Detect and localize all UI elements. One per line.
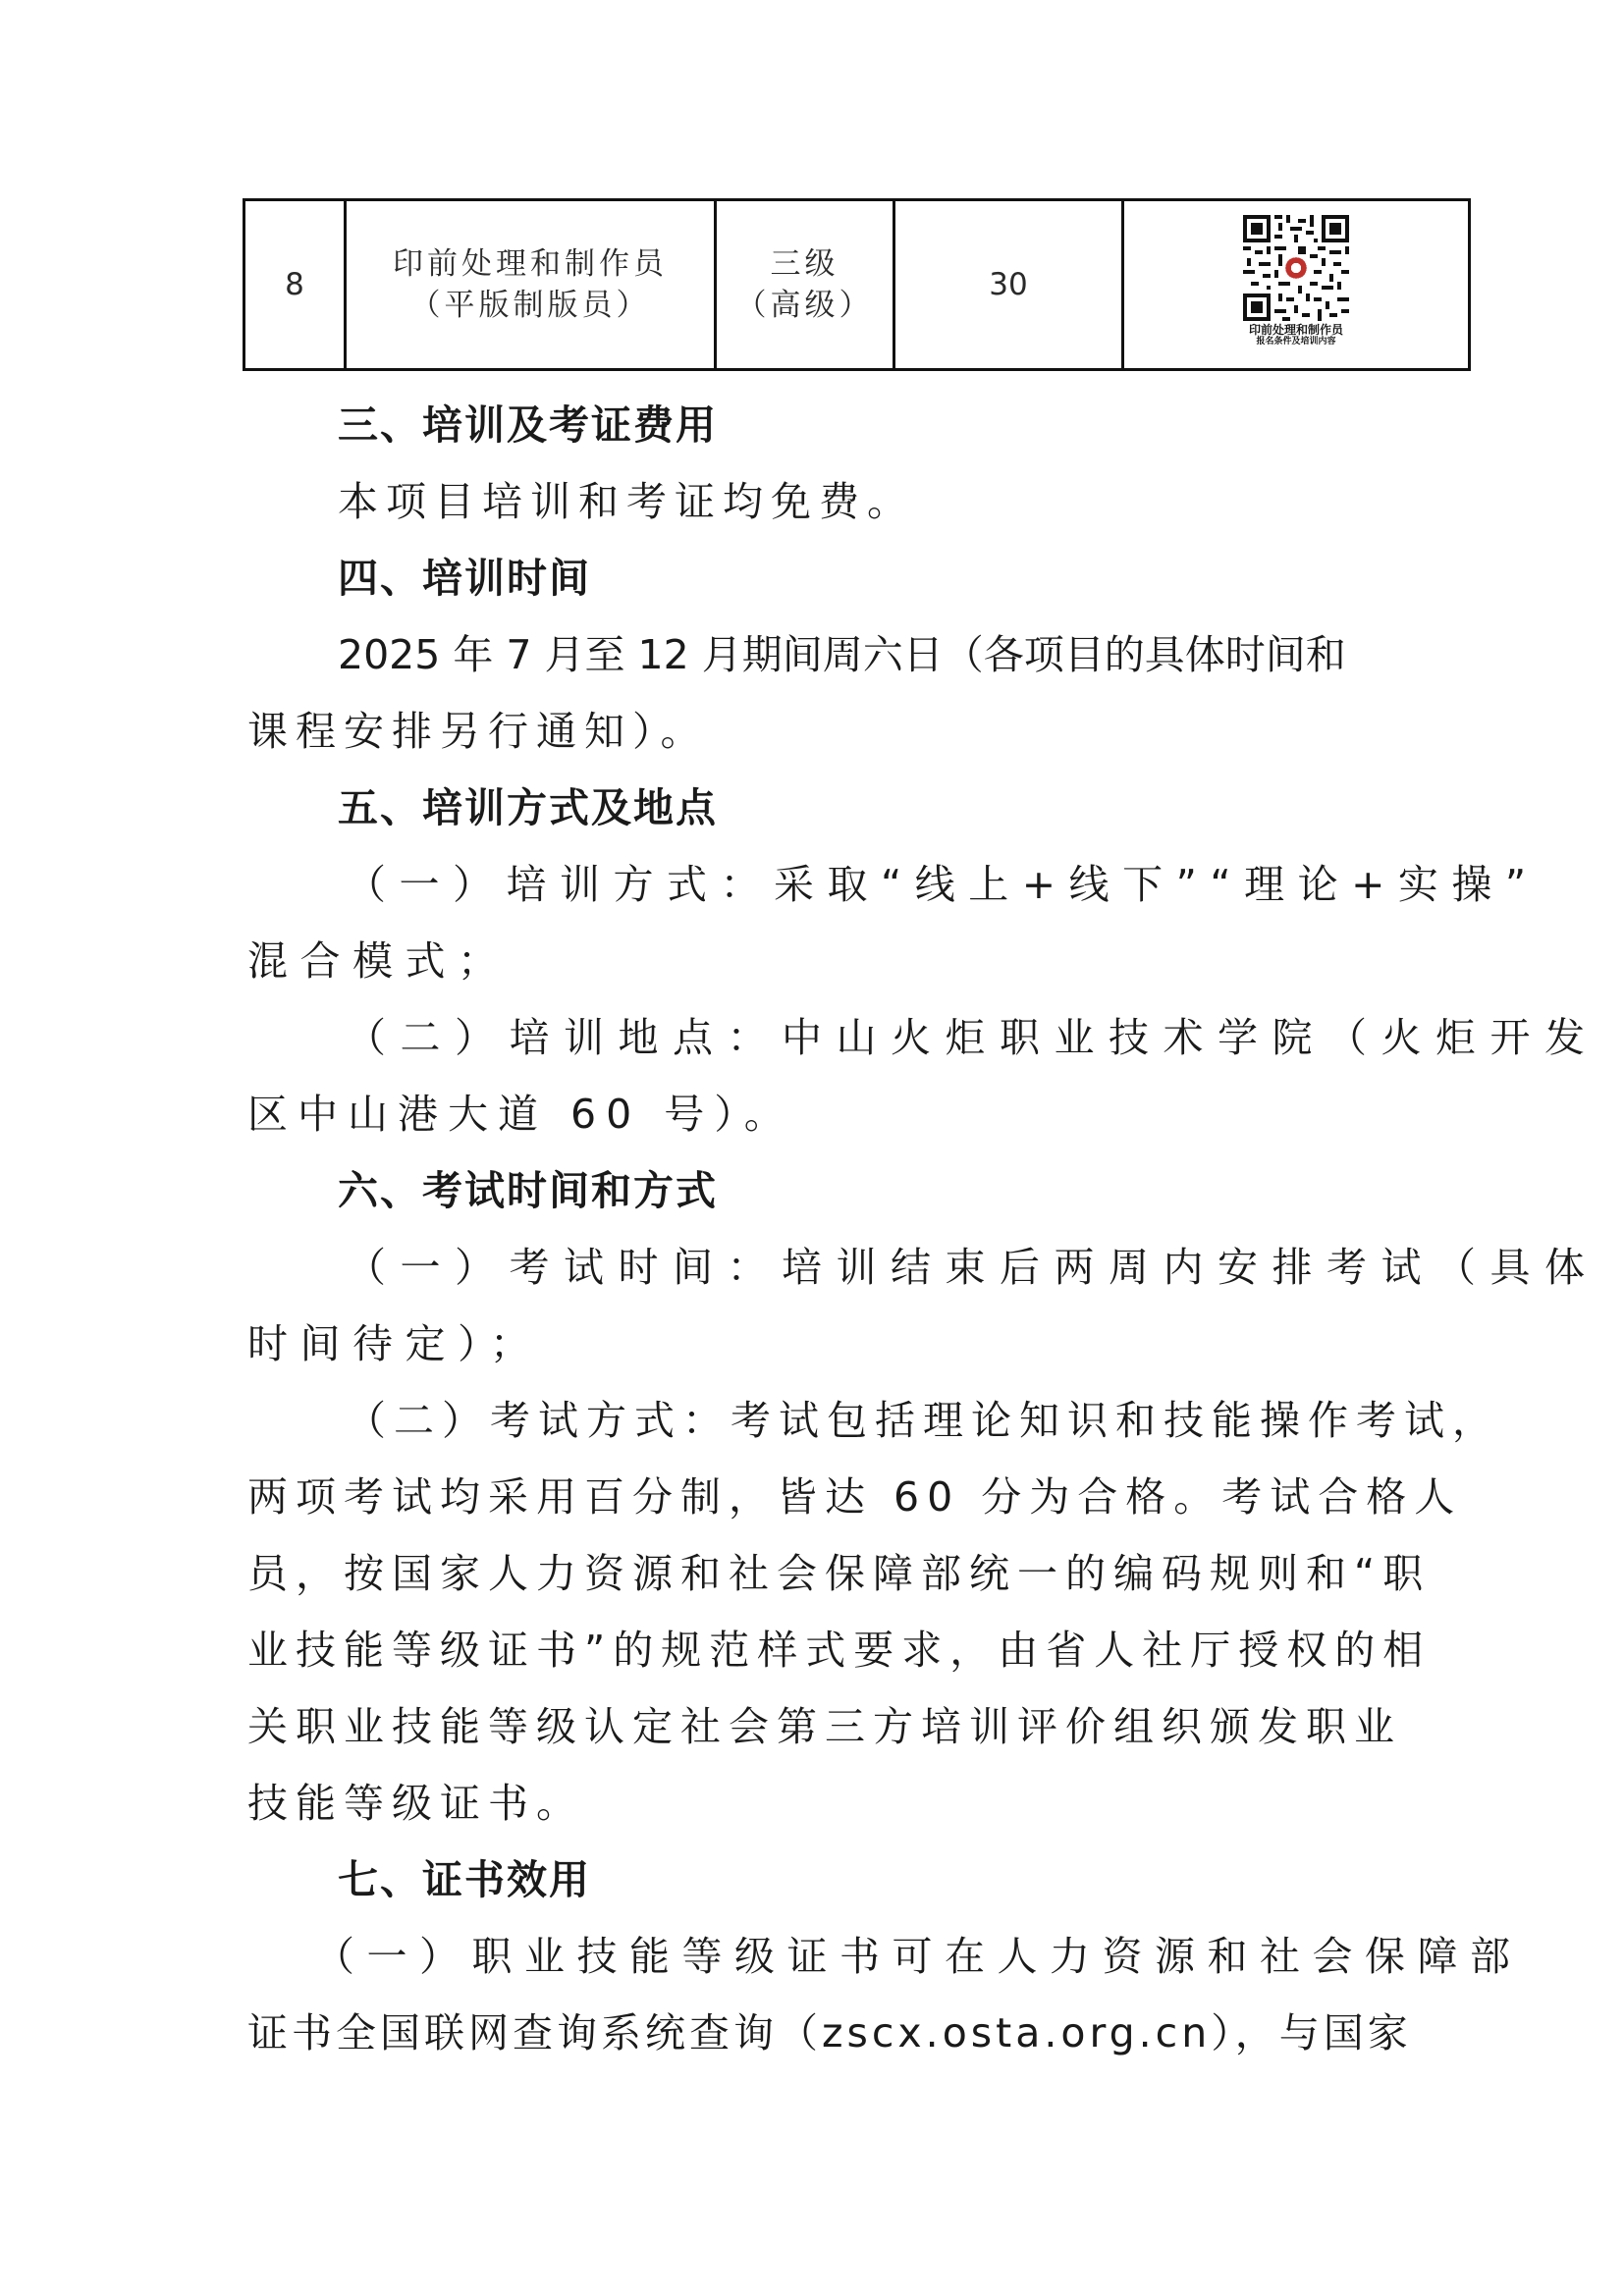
paragraph-training-time-line2: 课程安排另行通知）。 xyxy=(247,708,709,755)
level-cell xyxy=(716,200,894,370)
paragraph-exam-method-line2: 两项考试均采用百分制，皆达 60 分为合格。考试合格人 xyxy=(247,1473,1463,1521)
section-heading-exam: 六、考试时间和方式 xyxy=(338,1167,718,1214)
training-project-table xyxy=(243,198,1471,371)
qr-cell xyxy=(1123,200,1470,370)
row-index-cell xyxy=(244,200,346,370)
section-heading-certificate: 七、证书效用 xyxy=(338,1856,591,1903)
paragraph-training-location-line2: 区中山港大道 60 号）。 xyxy=(247,1091,794,1138)
paragraph-exam-time-line1: （一）考试时间：培训结束后两周内安排考试（具体 xyxy=(346,1244,1599,1291)
occupation-cell xyxy=(346,200,716,370)
table-row xyxy=(244,200,1470,370)
paragraph-training-location-line1: （二）培训地点：中山火炬职业技术学院（火炬开发 xyxy=(346,1014,1599,1061)
qr-code-icon xyxy=(1243,215,1349,321)
paragraph-exam-method-line3: 员，按国家人力资源和社会保障部统一的编码规则和“职 xyxy=(247,1550,1432,1597)
paragraph-exam-method-line1: （二）考试方式：考试包括理论知识和技能操作考试， xyxy=(346,1397,1500,1444)
occupation-subtype: （平版制版员） xyxy=(409,288,651,323)
paragraph-exam-time-line2: 时间待定）； xyxy=(247,1320,543,1367)
level-name: 三级 xyxy=(770,246,839,282)
count-cell xyxy=(894,200,1123,370)
row-index: 8 xyxy=(285,267,304,302)
level-grade: （高级） xyxy=(735,288,874,323)
paragraph-training-time-line1: 2025 年 7 月至 12 月期间周六日（各项目的具体时间和 xyxy=(338,631,1346,678)
paragraph-training-method-line1: （一）培训方式：采取“线上+线下”“理论+实操” xyxy=(346,861,1540,908)
occupation-name: 印前处理和制作员 xyxy=(393,246,668,282)
count-value: 30 xyxy=(989,267,1028,302)
qr-caption-title: 印前处理和制作员 xyxy=(1248,323,1343,337)
section-heading-training-time: 四、培训时间 xyxy=(338,555,591,602)
paragraph-fees: 本项目培训和考证均免费。 xyxy=(338,478,915,525)
document-body xyxy=(247,387,1599,2071)
section-heading-fees: 三、培训及考证费用 xyxy=(338,401,718,449)
paragraph-certificate-line2: 证书全国联网查询系统查询（zscx.osta.org.cn），与国家 xyxy=(247,2009,1412,2056)
paragraph-exam-method-line4: 业技能等级证书”的规范样式要求，由省人社厅授权的相 xyxy=(247,1627,1432,1674)
paragraph-certificate-line1: （一）职业技能等级证书可在人力资源和社会保障部 xyxy=(314,1933,1523,1980)
paragraph-exam-method-line5: 关职业技能等级认定社会第三方培训评价组织颁发职业 xyxy=(247,1703,1402,1750)
paragraph-exam-method-line6: 技能等级证书。 xyxy=(247,1780,584,1827)
qr-code-block[interactable] xyxy=(1228,215,1364,347)
section-heading-training-method: 五、培训方式及地点 xyxy=(338,784,718,831)
qr-caption-subtitle: 报名条件及培训内容 xyxy=(1256,337,1336,347)
paragraph-training-method-line2: 混合模式； xyxy=(247,937,511,985)
